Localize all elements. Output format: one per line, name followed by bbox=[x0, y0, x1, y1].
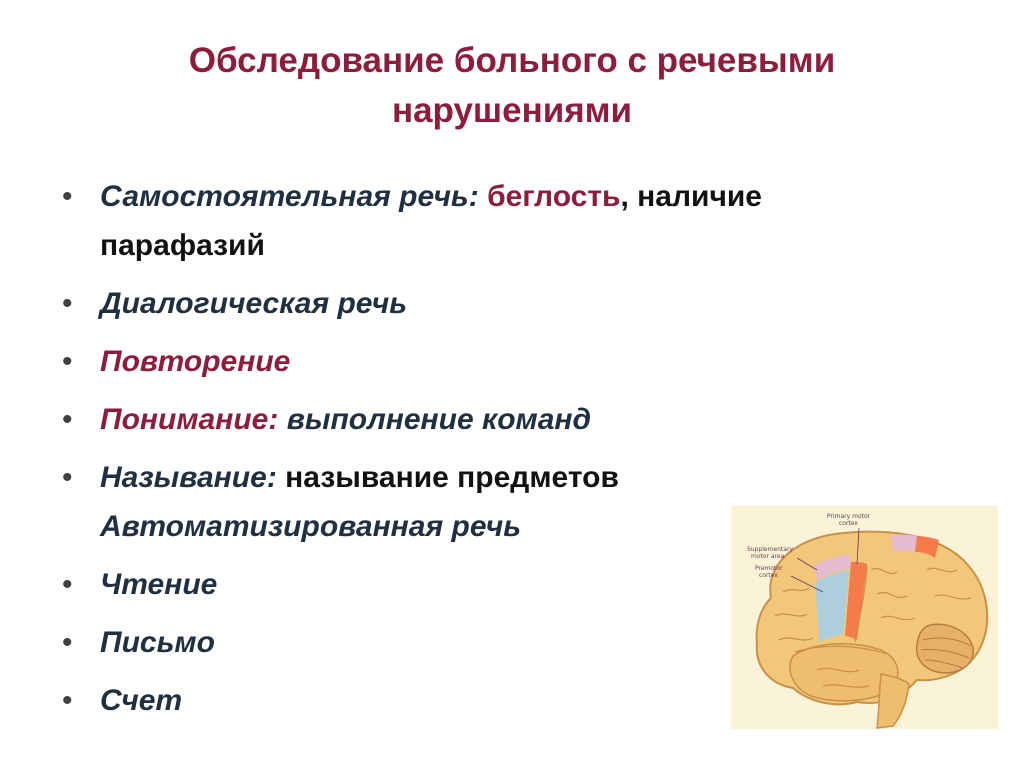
list-item-comprehension bbox=[62, 395, 882, 444]
label-primary-motor: Primary motor bbox=[827, 513, 871, 520]
list-item-spontaneous-speech bbox=[62, 172, 882, 270]
bullet: • bbox=[62, 403, 73, 436]
slide-title bbox=[0, 36, 1024, 136]
label-premotor: Premotor bbox=[755, 565, 783, 572]
item-detail: называние предметов bbox=[285, 461, 619, 494]
bullet: • bbox=[62, 684, 73, 717]
list-item-naming bbox=[62, 453, 882, 502]
item-heading: Самостоятельная речь: bbox=[100, 180, 479, 213]
label-supplementary-2: motor area bbox=[751, 553, 785, 560]
item-heading: Повторение bbox=[100, 345, 291, 378]
bullet: • bbox=[62, 287, 73, 320]
item-detail: выполнение команд bbox=[286, 403, 592, 436]
item-heading: Диалогическая речь bbox=[100, 287, 408, 320]
item-heading: Автоматизированная речь bbox=[100, 510, 522, 543]
title-line-2: нарушениями bbox=[391, 91, 633, 130]
list-item-repetition bbox=[62, 337, 882, 386]
label-primary-motor-2: cortex bbox=[839, 520, 858, 527]
brainstem bbox=[877, 674, 909, 728]
list-item-dialogic-speech bbox=[62, 279, 882, 328]
bullet: • bbox=[62, 461, 73, 494]
supplementary-motor-area-top bbox=[891, 535, 917, 553]
item-heading: Письмо bbox=[100, 626, 215, 659]
item-detail: , наличие bbox=[620, 180, 762, 213]
bullet: • bbox=[62, 345, 73, 378]
label-supplementary: Supplementary bbox=[747, 546, 793, 553]
bullet: • bbox=[62, 180, 73, 213]
item-heading: Понимание: bbox=[100, 403, 279, 436]
item-detail-continued: парафазий bbox=[100, 229, 265, 262]
item-heading: Называние: bbox=[100, 461, 277, 494]
item-heading: Чтение bbox=[100, 568, 218, 601]
brain-illustration bbox=[731, 506, 998, 729]
item-heading: Счет bbox=[100, 684, 183, 717]
label-premotor-2: cortex bbox=[759, 572, 778, 579]
brain-diagram bbox=[731, 506, 998, 729]
item-highlight: беглость bbox=[487, 180, 621, 213]
bullet: • bbox=[62, 568, 73, 601]
title-line-1: Обследование больного с речевыми bbox=[188, 41, 836, 80]
bullet: • bbox=[62, 626, 73, 659]
